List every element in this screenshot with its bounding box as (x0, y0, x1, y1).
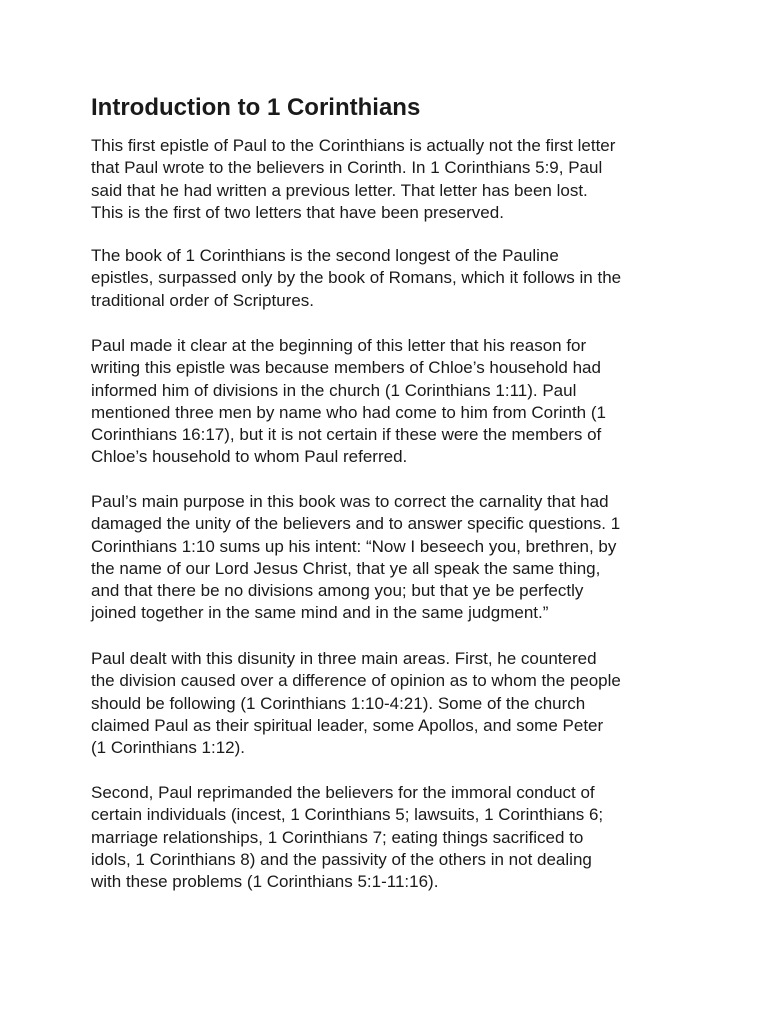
paragraph: This first epistle of Paul to the Corinthians is actually not the first letter that Paul wrote to the believers in Corinth. In 1 Corinthians 5:9, Paul said that he had written a previous letter. That letter has been lost. This is the first of two letters that have been preserved. (91, 136, 616, 222)
paragraph: Paul dealt with this disunity in three main areas. First, he countered the division caused over a difference of opinion as to whom the people should be following (1 Corinthians 1:10-4:21). Some of the church claimed Paul as their spiritual leader, some Apollos, and some Peter (1 Corinthians 1:12). (91, 649, 621, 758)
paragraph: Paul’s main purpose in this book was to correct the carnality that had damaged the unity of the believers and to answer specific questions. 1 Corinthians 1:10 sums up his intent: “Now I beseech you, brethren, by the name of our Lord Jesus Christ, that ye all speak the same thing, and that there be no divisions among you; but that ye be perfectly joined together in the same mind and in the same judgment.” (91, 492, 621, 623)
paragraph: Paul made it clear at the beginning of this letter that his reason for writing this epistle was because members of Chloe’s household had informed him of divisions in the church (1 Corinthians 1:11). Paul mentioned three men by name who had come to him from Corinth (1 Corinthians 16:17), but it is not certain if these were the members of Chloe’s household to whom Paul referred. (91, 336, 606, 467)
paragraph: Second, Paul reprimanded the believers for the immoral conduct of certain individuals (incest, 1 Corinthians 5; lawsuits, 1 Corinthians 6; marriage relationships, 1 Corinthians 7; eating things sacrificed to idols, 1 Corinthians 8) and the passivity of the others in not dealing with these problems (1 Corinthians 5:1-11:16). (91, 783, 604, 892)
paragraph: The book of 1 Corinthians is the second longest of the Pauline epistles, surpassed only by the book of Romans, which it follows in the traditional order of Scriptures. (91, 246, 622, 310)
document-title: Introduction to 1 Corinthians (91, 94, 421, 121)
